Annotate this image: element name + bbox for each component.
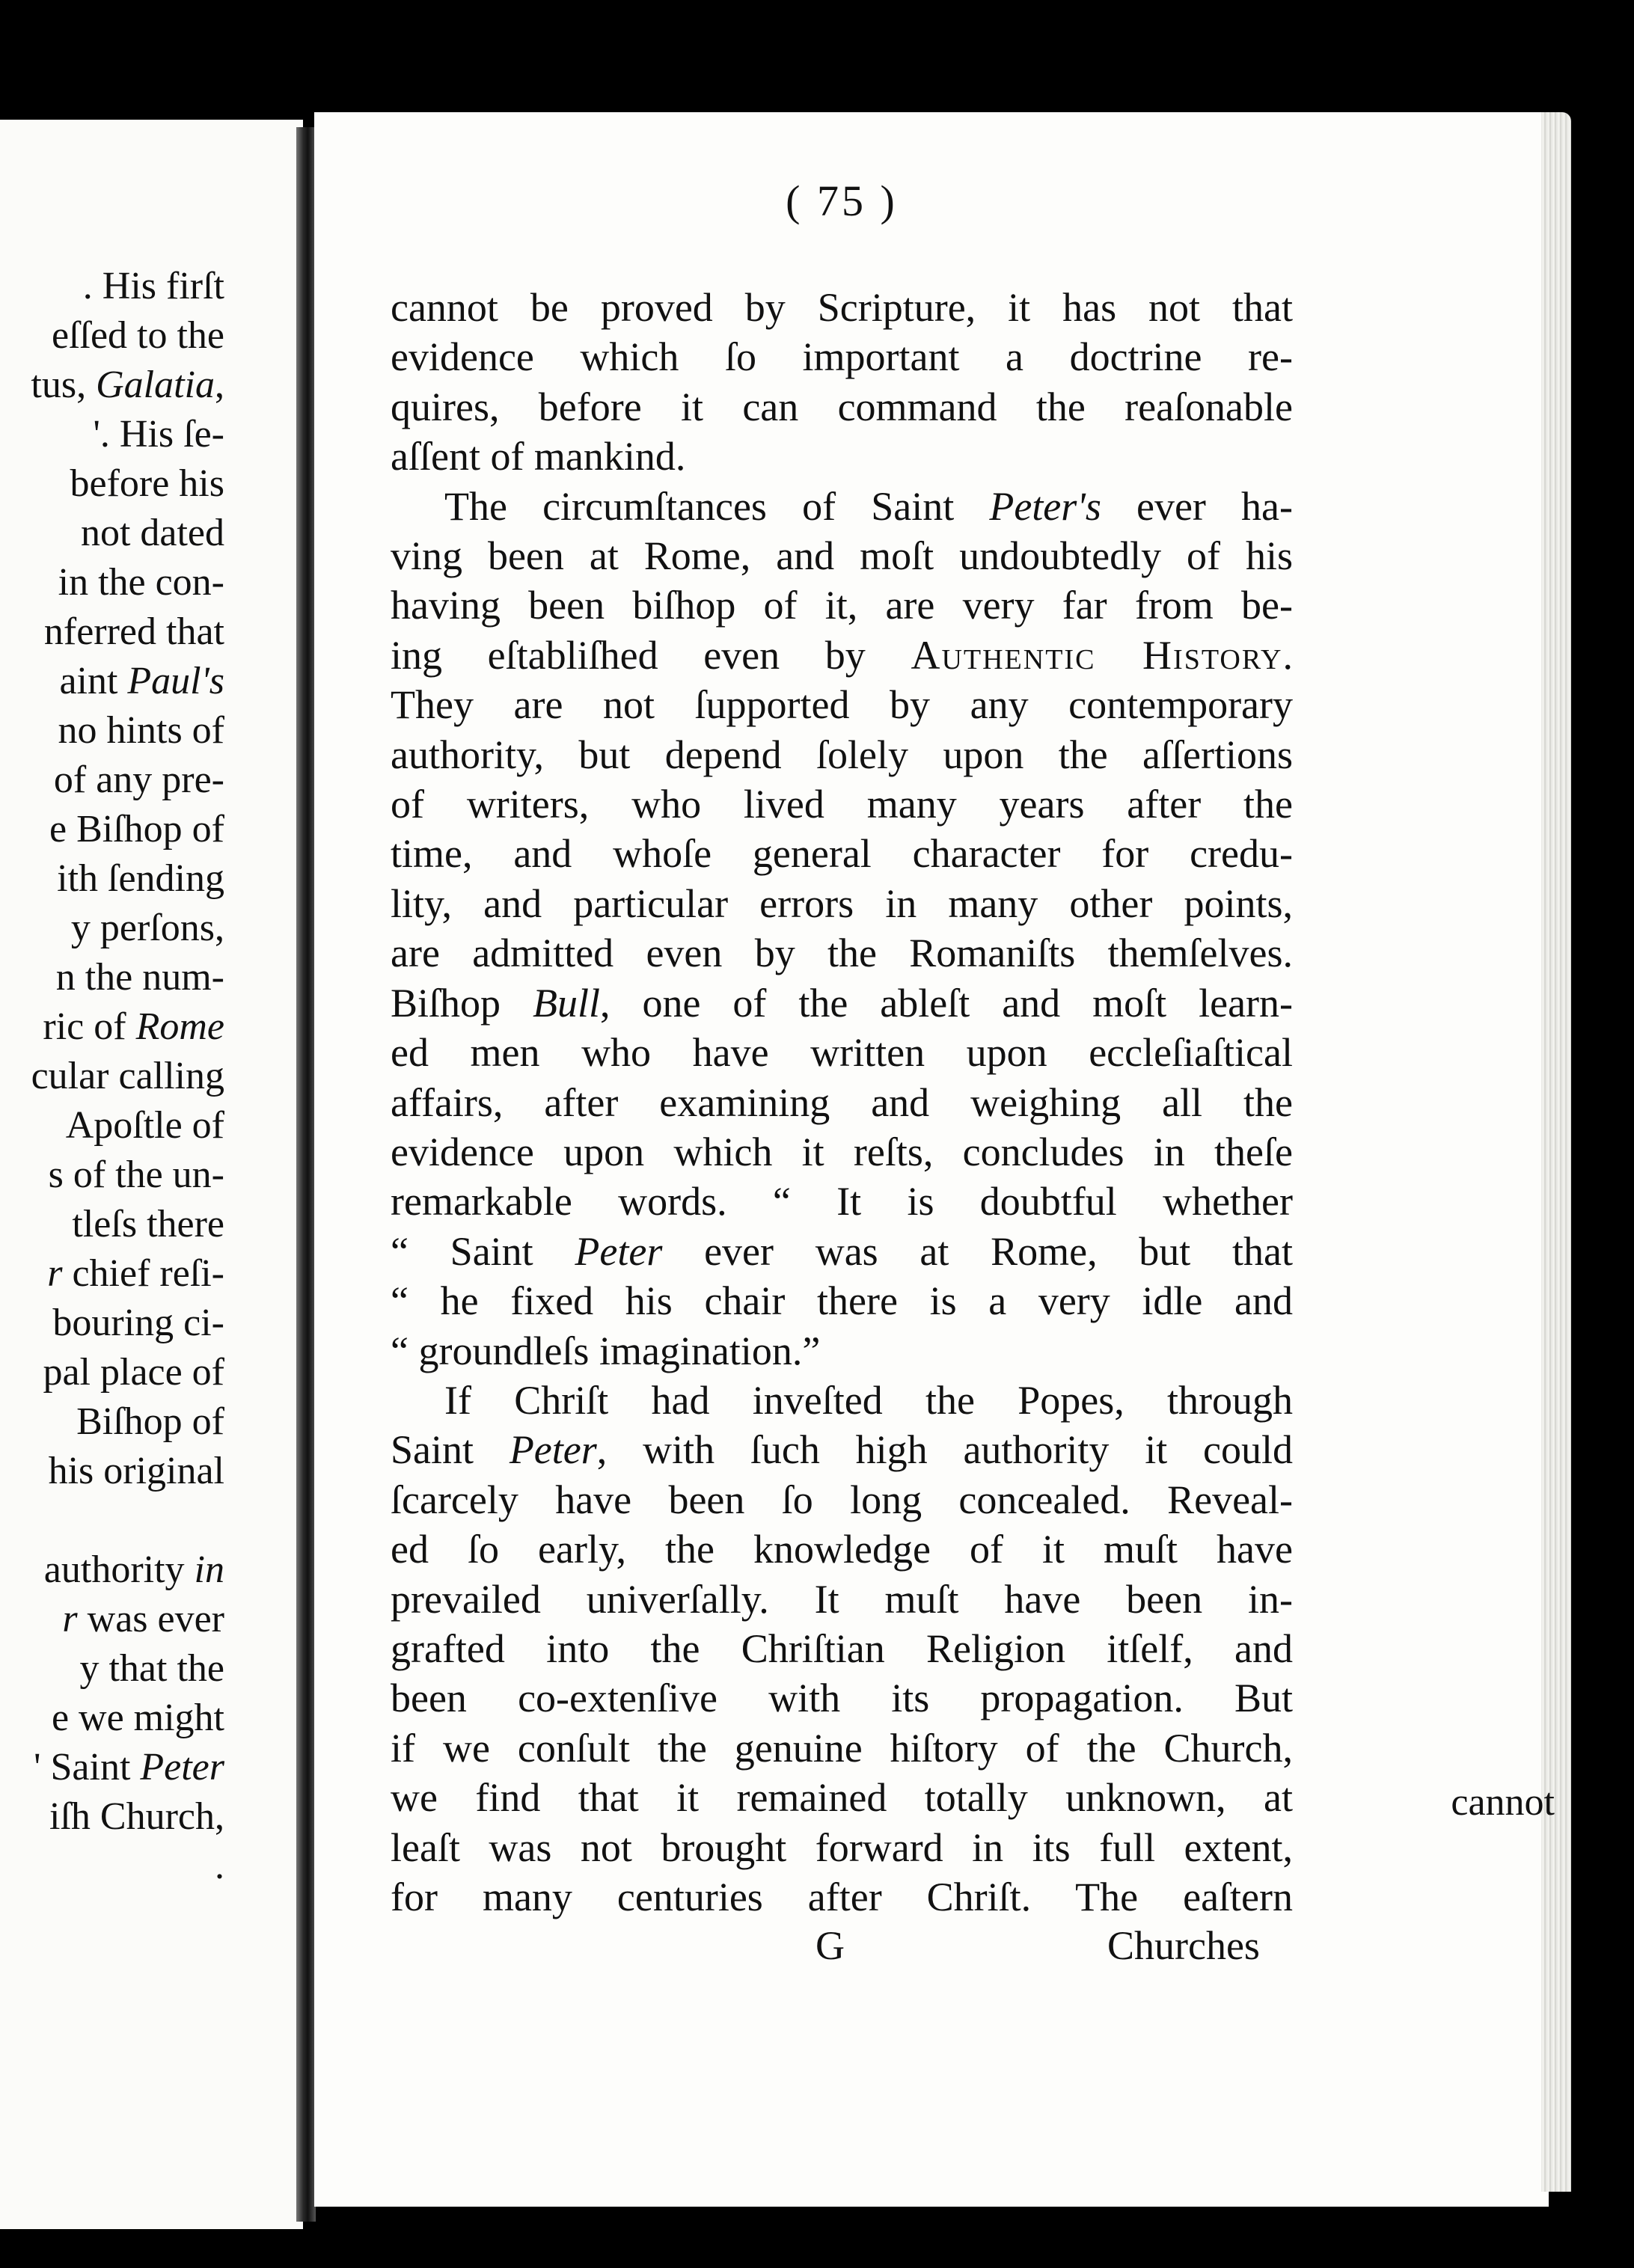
book-gutter (296, 127, 316, 2222)
left-page-line: ' Saint Peter (34, 1746, 224, 1789)
text-line: prevailed univerſally. It muſt have been in- (391, 1576, 1293, 1622)
text-line: ing eſtabliſhed even by Authentic History. (391, 632, 1294, 678)
left-page-line: bouring ci- (52, 1302, 224, 1344)
page-edge (1541, 112, 1571, 2192)
text-line: ed men who have written upon eccleſiaſtical (391, 1030, 1293, 1076)
text-line: If Chriſt had inveſted the Popes, through (444, 1377, 1293, 1423)
left-page-line: authority in (43, 1548, 224, 1591)
left-page-line: e we might (51, 1697, 224, 1739)
left-page-line: before his (70, 462, 224, 505)
signature-mark: G (816, 1923, 845, 1968)
text-line: affairs, after examining and weighing all the (391, 1079, 1293, 1125)
text-line: “ Saint Peter ever was at Rome, but that (391, 1228, 1293, 1274)
text-line: They are not ſupported by any contemporary (391, 682, 1293, 728)
left-page-line: in the con- (58, 561, 224, 604)
text-line: having been biſhop of it, are very far from be- (391, 583, 1293, 628)
text-line: ving been at Rome, and moſt undoubtedly of his (391, 533, 1293, 579)
left-page-line: s of the un- (48, 1153, 224, 1196)
left-page-line: . (215, 1845, 224, 1887)
left-page-line: ric of Rome (43, 1005, 224, 1048)
left-page-line: tleſs there (72, 1203, 224, 1245)
text-line: for many centuries after Chriſt. The eaſtern (391, 1875, 1293, 1919)
text-line: if we conſult the genuine hiſtory of the Church, (391, 1725, 1293, 1771)
text-line: ed ſo early, the knowledge of it muſt have (391, 1527, 1293, 1572)
left-page-line: ith ſending (57, 857, 224, 900)
left-page-line: not dated (80, 512, 224, 554)
left-page-line: iſh Church, (49, 1795, 224, 1838)
left-page-line: his original (48, 1450, 224, 1492)
left-page-line: y perſons, (70, 907, 224, 949)
text-line: grafted into the Chriſtian Religion itſelf, and (391, 1625, 1293, 1671)
left-page-line: y that the (79, 1647, 224, 1690)
text-line: cannot be proved by Scripture, it has not that (391, 285, 1293, 330)
left-page-line: e Biſhop of (49, 808, 224, 851)
left-page-line: tus, Galatia, (31, 364, 224, 406)
text-line: ſcarcely have been ſo long concealed. Reveal- (391, 1477, 1293, 1522)
left-page-line: Biſhop of (76, 1400, 224, 1443)
left-page-line: n the num- (55, 956, 224, 999)
page-number: ( 75 ) (786, 177, 898, 225)
text-line: lity, and particular errors in many other points, (391, 880, 1293, 926)
text-line: time, and whoſe general character for credu- (391, 831, 1293, 877)
text-line: evidence which ſo important a doctrine re- (391, 334, 1293, 380)
text-line: Saint Peter, with ſuch high authority it could (391, 1427, 1293, 1473)
left-page-line: eſſed to the (51, 314, 224, 357)
left-page-line: Apoſtle of (65, 1104, 224, 1147)
text-line: leaſt was not brought forward in its full extent, (391, 1824, 1293, 1870)
left-page-line: r chief reſi- (47, 1252, 224, 1295)
catchword: Churches (1107, 1923, 1260, 1968)
left-catchword: cannot (1451, 1781, 1555, 1824)
left-page-line: pal place of (43, 1351, 224, 1394)
text-line: “ he fixed his chair there is a very idle and (391, 1278, 1293, 1324)
text-line: aſſent of mankind. (391, 434, 686, 479)
text-line: “ groundleſs imagination.” (391, 1328, 821, 1373)
text-line: evidence upon which it reſts, concludes in theſe (391, 1129, 1293, 1174)
text-line: we find that it remained totally unknown, at (391, 1775, 1293, 1821)
left-page-line: of any pre- (53, 758, 224, 801)
left-page-line: nferred that (43, 610, 224, 653)
text-line: of writers, who lived many years after the (391, 782, 1293, 827)
text-line: quires, before it can command the reaſonable (391, 384, 1293, 429)
body-text (391, 283, 1293, 1922)
text-line: been co-extenſive with its propagation. But (391, 1676, 1293, 1721)
left-page-line: no hints of (58, 709, 224, 752)
text-line: remarkable words. “ It is doubtful whether (391, 1179, 1293, 1225)
left-page-line: aint Paul's (59, 660, 224, 702)
left-page-line: r was ever (62, 1598, 224, 1640)
text-line: The circumſtances of Saint Peter's ever ha- (444, 483, 1293, 529)
text-line: Biſhop Bull, one of the ableſt and moſt learn- (391, 980, 1293, 1026)
left-page-line: . His firſt (82, 265, 224, 307)
text-line: authority, but depend ſolely upon the aſſertions (391, 732, 1293, 777)
text-line: are admitted even by the Romaniſts themſelves. (391, 931, 1293, 976)
left-page-line: '. His ſe- (93, 413, 224, 456)
left-page-line: cular calling (31, 1055, 224, 1097)
